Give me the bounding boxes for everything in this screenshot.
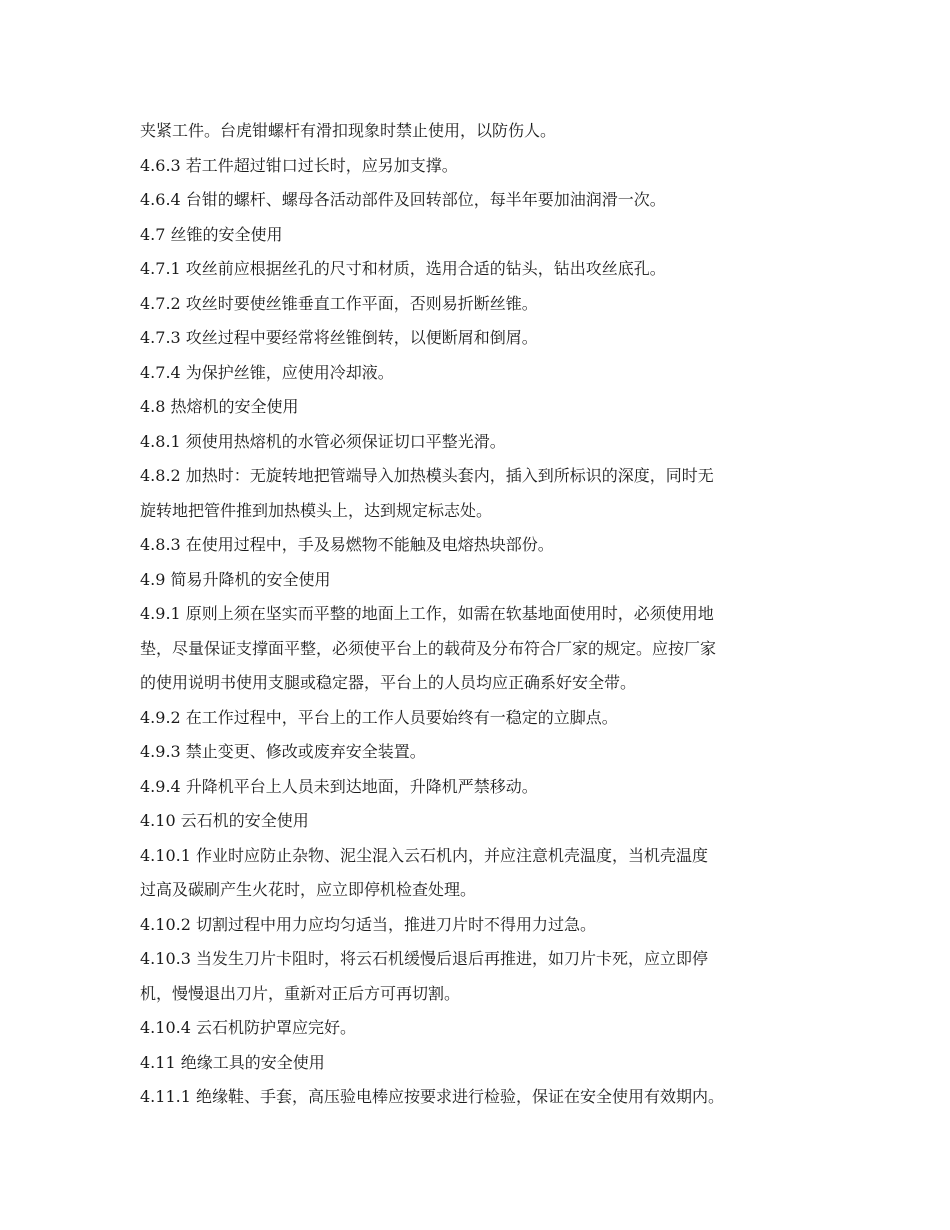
text-line: 4.9.2 在工作过程中，平台上的工作人员要始终有一稳定的立脚点。 xyxy=(140,707,618,727)
text-line: 4.7.3 攻丝过程中要经常将丝锥倒转，以便断屑和倒屑。 xyxy=(140,328,538,347)
text-line: 4.10.2 切割过程中用力应均匀适当，推进刀片时不得用力过急。 xyxy=(140,914,596,934)
text-line: 4.9.3 禁止变更、修改或废弃安全装置。 xyxy=(140,742,426,761)
text-line: 4.8.2 加热时：无旋转地把管端导入加热模头套内，插入到所标识的深度，同时无 xyxy=(140,466,714,485)
text-line: 机，慢慢退出刀片，重新对正后方可再切割。 xyxy=(140,983,461,1003)
document-body xyxy=(140,114,820,1115)
text-line: 4.7.2 攻丝时要使丝锥垂直工作平面，否则易折断丝锥。 xyxy=(140,293,538,313)
text-line: 4.7.1 攻丝前应根据丝孔的尺寸和材质，选用合适的钻头，钻出攻丝底孔。 xyxy=(140,259,666,278)
text-line: 4.9.1 原则上须在坚实而平整的地面上工作，如需在软基地面使用时，必须使用地 xyxy=(140,604,714,623)
text-line: 4.8 热熔机的安全使用 xyxy=(140,397,299,416)
text-line: 4.6.4 台钳的螺杆、螺母各活动部件及回转部位，每半年要加油润滑一次。 xyxy=(140,190,666,209)
text-line: 旋转地把管件推到加热模头上，达到规定标志处。 xyxy=(140,500,493,520)
text-line: 4.8.3 在使用过程中，手及易燃物不能触及电熔热块部份。 xyxy=(140,535,554,554)
text-line: 4.11.1 绝缘鞋、手套，高压验电棒应按要求进行检验，保证在安全使用有效期内。 xyxy=(140,1087,724,1106)
text-line: 夹紧工件。台虎钳螺杆有滑扣现象时禁止使用，以防伤人。 xyxy=(140,121,557,140)
text-line: 过高及碳刷产生火花时，应立即停机检查处理。 xyxy=(140,880,477,899)
text-line: 4.10.4 云石机防护罩应完好。 xyxy=(140,1018,356,1037)
text-line: 4.7 丝锥的安全使用 xyxy=(140,224,283,244)
text-line: 4.10.3 当发生刀片卡阻时，将云石机缓慢后退后再推进，如刀片卡死，应立即停 xyxy=(140,949,708,968)
text-line: 4.7.4 为保护丝锥，应使用冷却液。 xyxy=(140,362,394,382)
text-line: 4.9 简易升降机的安全使用 xyxy=(140,569,331,589)
text-line: 的使用说明书使用支腿或稳定器，平台上的人员均应正确系好安全带。 xyxy=(140,673,637,692)
text-line: 4.8.1 须使用热熔机的水管必须保证切口平整光滑。 xyxy=(140,431,506,451)
text-line: 4.10.1 作业时应防止杂物、泥尘混入云石机内，并应注意机壳温度，当机壳温度 xyxy=(140,845,708,865)
text-line: 4.6.3 若工件超过钳口过长时，应另加支撑。 xyxy=(140,155,458,175)
text-line: 垫，尽量保证支撑面平整，必须使平台上的载荷及分布符合厂家的规定。应按厂家 xyxy=(140,638,717,658)
text-line: 4.11 绝缘工具的安全使用 xyxy=(140,1052,325,1072)
text-line: 4.9.4 升降机平台上人员未到达地面，升降机严禁移动。 xyxy=(140,776,538,796)
text-line: 4.10 云石机的安全使用 xyxy=(140,811,309,830)
